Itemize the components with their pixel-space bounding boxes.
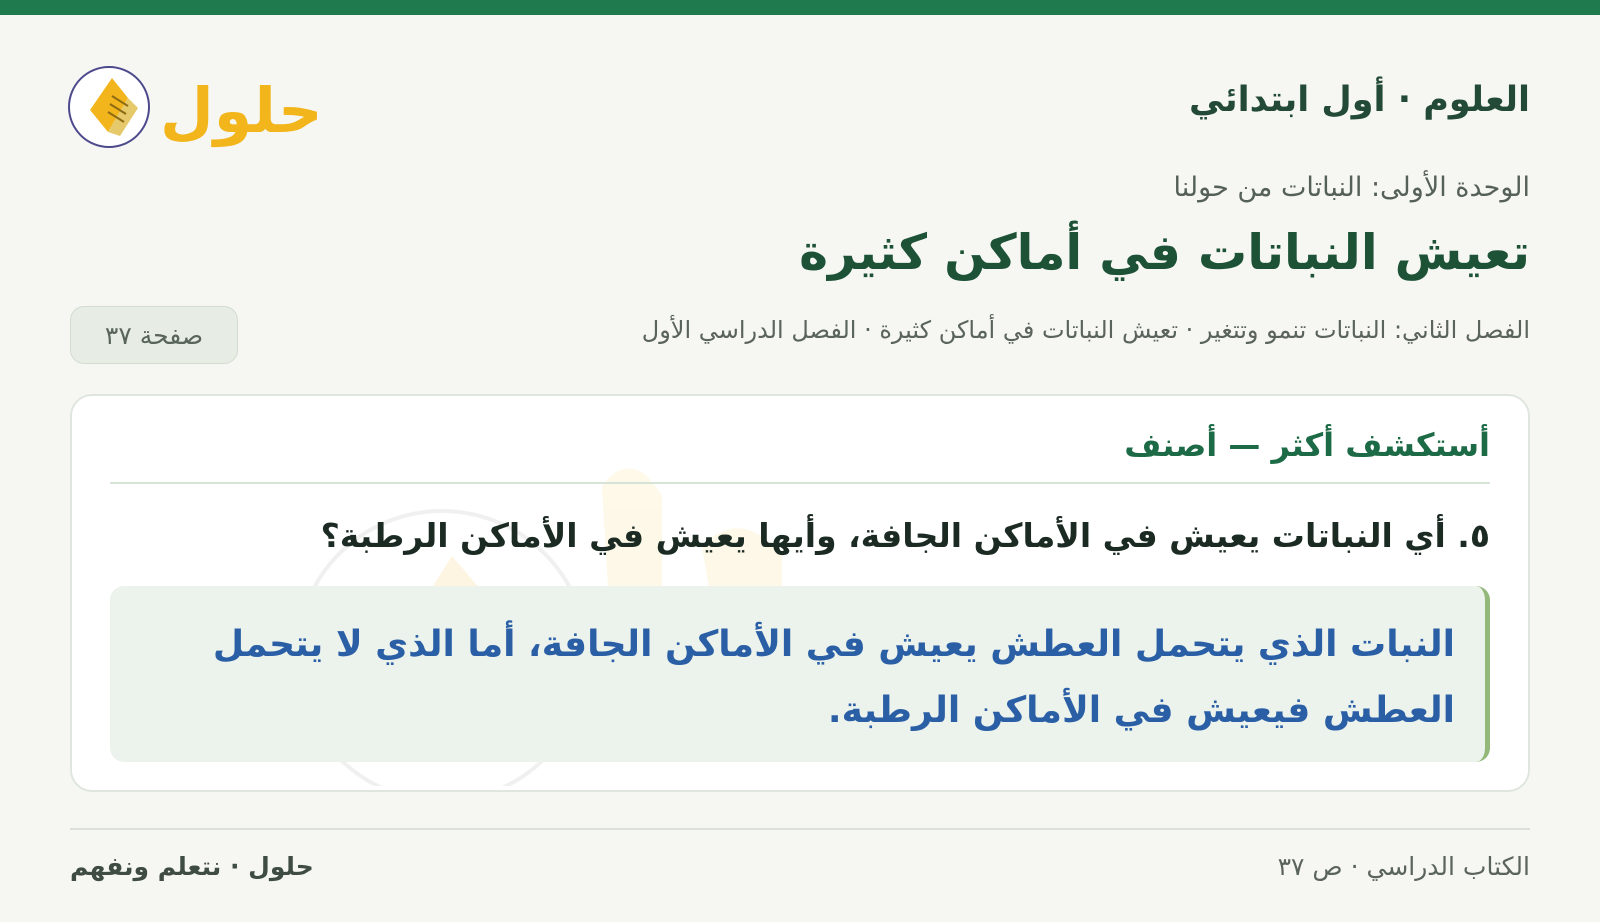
answer-box bbox=[110, 586, 1490, 762]
section-divider bbox=[110, 482, 1490, 484]
hulul-logo[interactable] bbox=[68, 48, 328, 152]
footer-book-reference: الكتاب الدراسي · ص ٣٧ bbox=[1277, 852, 1530, 881]
section-title: أستكشف أكثر — أصنف bbox=[1124, 426, 1490, 464]
page-badge: صفحة ٣٧ bbox=[70, 306, 238, 364]
exercise-card bbox=[70, 394, 1530, 792]
answer-text: النبات الذي يتحمل العطش يعيش في الأماكن الجافة، أما الذي لا يتحمل العطش فيعيش في الأماكن الرطبة. bbox=[212, 624, 1455, 731]
subject-title: العلوم · أول ابتدائي bbox=[1189, 80, 1530, 120]
top-accent-bar bbox=[0, 0, 1600, 15]
question-text: ٥. أي النباتات يعيش في الأماكن الجافة، وأيها يعيش في الأماكن الرطبة؟ bbox=[320, 516, 1490, 555]
lesson-title: تعيش النباتات في أماكن كثيرة bbox=[799, 224, 1530, 281]
footer-divider bbox=[70, 828, 1530, 830]
logo-wordmark: حلول bbox=[160, 74, 323, 147]
unit-label: الوحدة الأولى: النباتات من حولنا bbox=[1173, 172, 1530, 203]
footer-brand[interactable]: حلول · نتعلم ونفهم bbox=[70, 852, 314, 881]
breadcrumb[interactable]: الفصل الثاني: النباتات تنمو وتتغير · تعيش النباتات في أماكن كثيرة · الفصل الدراسي الأول bbox=[641, 316, 1530, 344]
logo-book-icon bbox=[68, 48, 328, 152]
